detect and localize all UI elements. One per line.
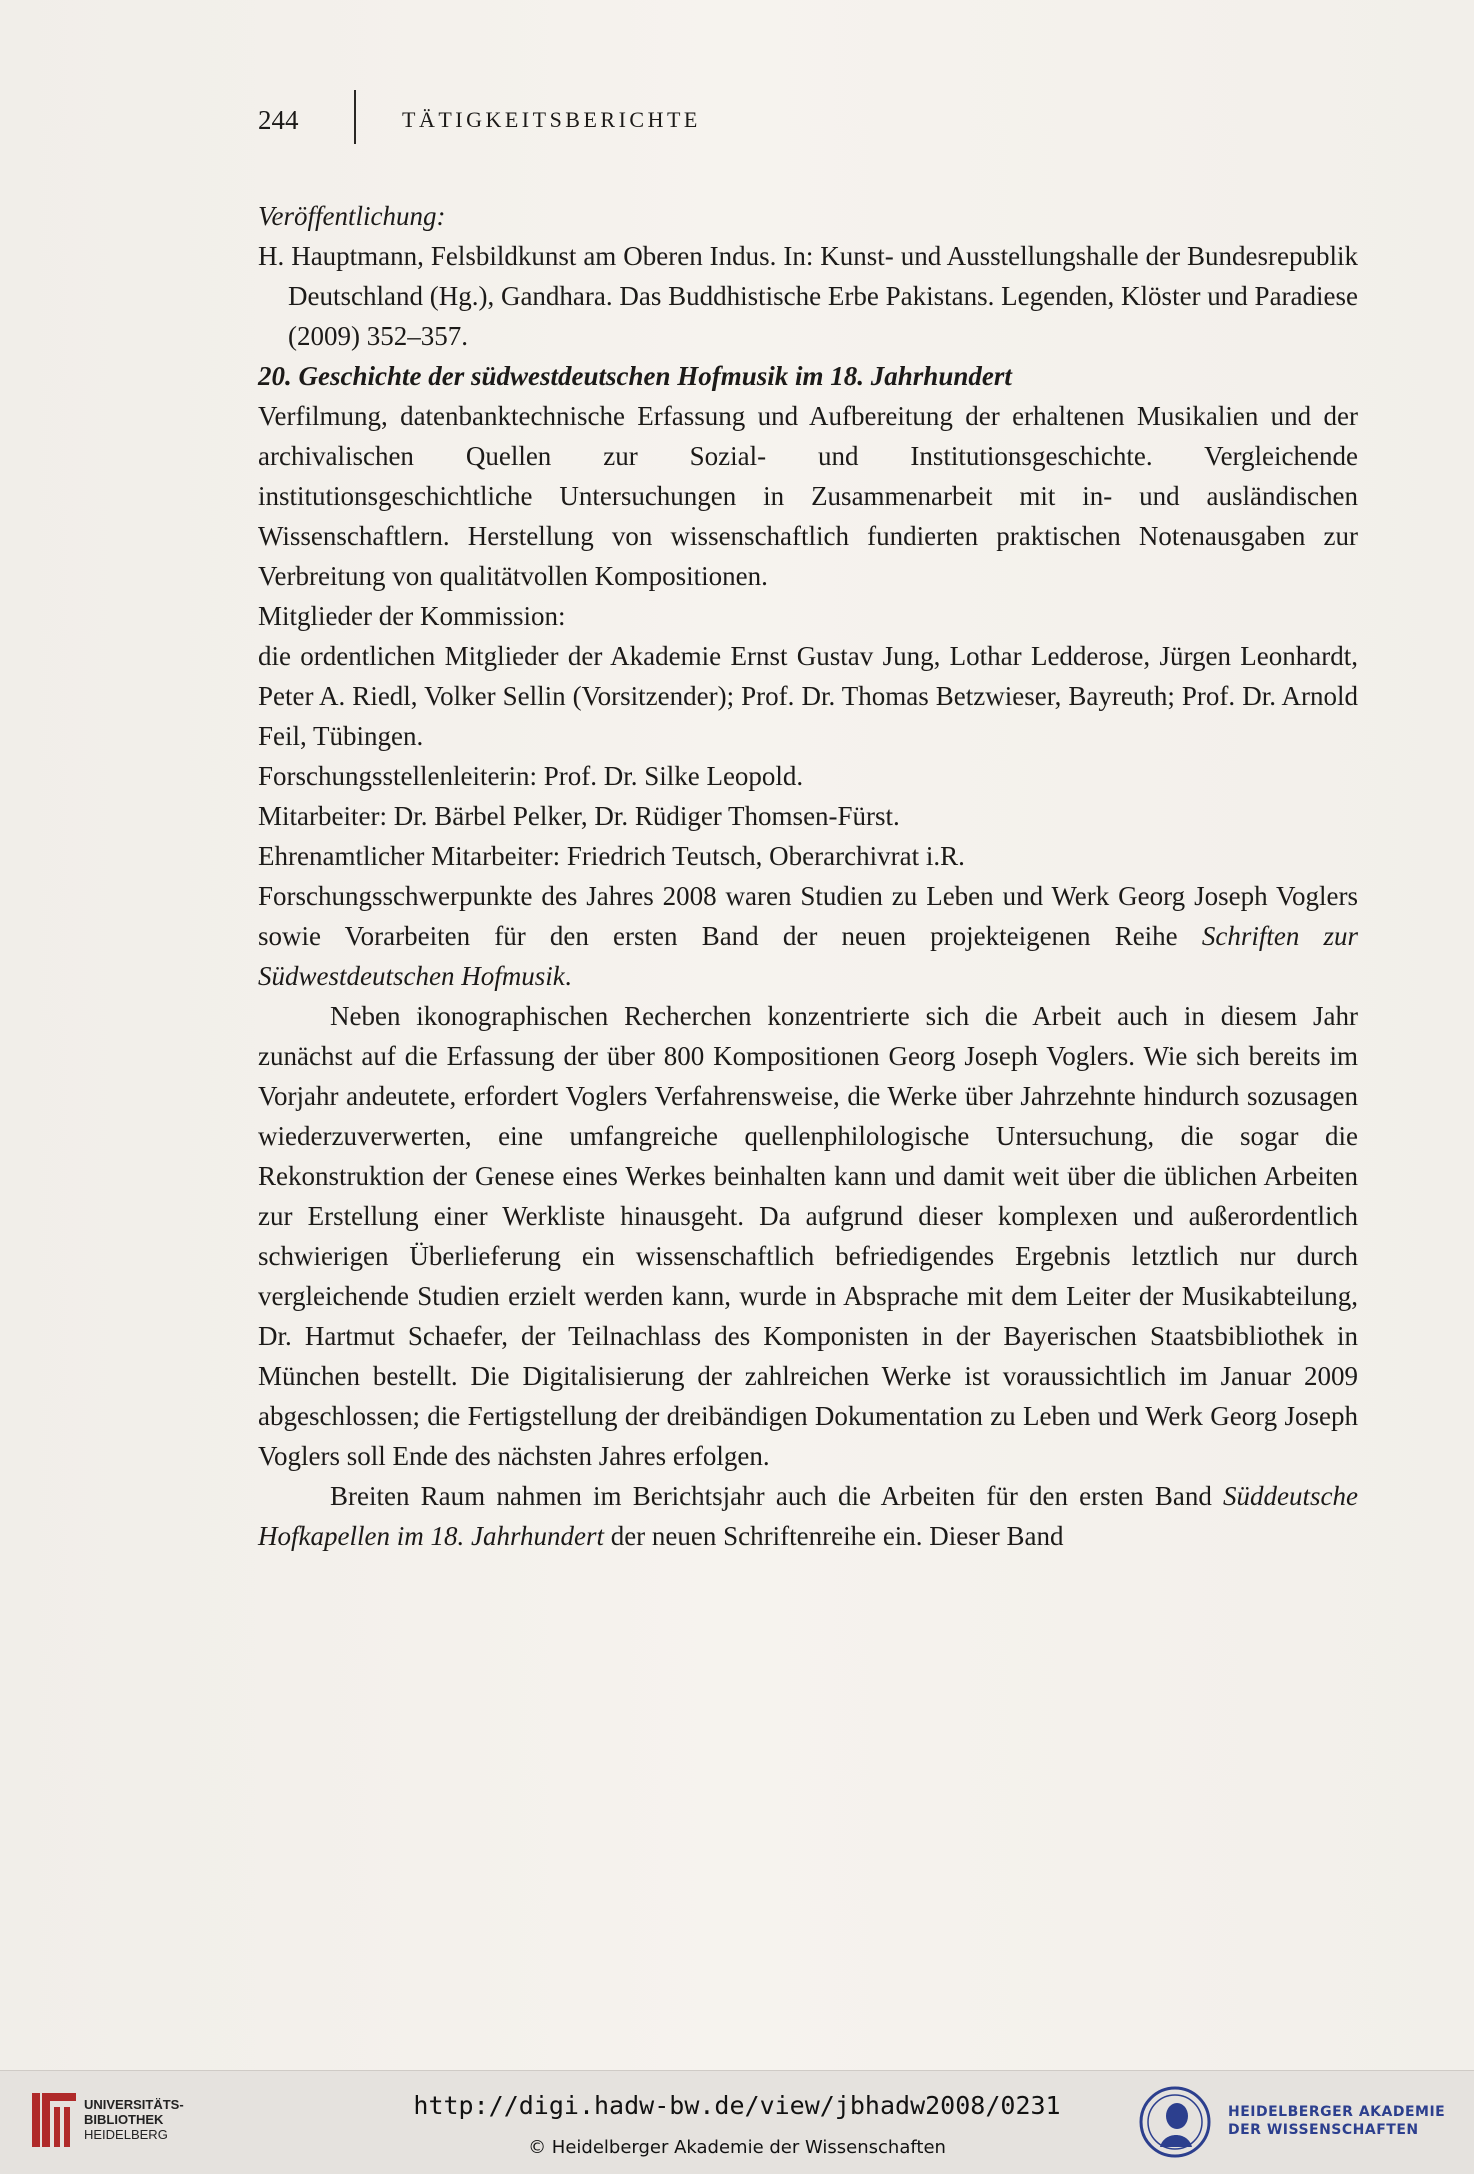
paragraph-text: Forschungsschwerpunkte des Jahres 2008 waren Studien zu Leben und Werk Georg Joseph Voglers sowie Vorarbeiten für den ersten Band der neuen projekteigenen Reihe: [258, 881, 1358, 951]
page-header: [258, 100, 701, 140]
academy-seal-icon[interactable]: [1138, 2085, 1212, 2159]
university-library-name: UNIVERSITÄTS- BIBLIOTHEK HEIDELBERG: [84, 2097, 184, 2142]
academy-name: HEIDELBERGER AKADEMIE DER WISSENSCHAFTEN: [1228, 2104, 1446, 2138]
honorary-staff: Ehrenamtlicher Mitarbeiter: Friedrich Teutsch, Oberarchivrat i.R.: [258, 841, 965, 871]
section-intro: Verfilmung, datenbanktechnische Erfassung und Aufbereitung der erhaltenen Musikalien und der archivalischen Quellen zur Sozial- und Institutionsgeschichte. Vergleichende institutionsgeschichtliche Untersuchungen in Zusammenarbeit mit in- und ausländischen Wissenschaftlern. Herstellung von wissenschaftlich fundierten praktischen Notenausgaben zur Verbreitung von qualitätvollen Kompositionen.: [258, 401, 1358, 591]
paragraph-text: .: [564, 961, 572, 991]
running-title: TÄTIGKEITSBERICHTE: [402, 107, 701, 132]
series-title: Schriften zur Südwestdeutschen Hofmusik: [258, 921, 1358, 991]
volume-title: Süddeutsche Hofkapellen im 18. Jahrhundert: [258, 1481, 1358, 1551]
paragraph-text: der neuen Schriftenreihe ein. Dieser Band: [603, 1521, 1064, 1551]
paragraph-vogler: Neben ikonographischen Recherchen konzentrierte sich die Arbeit auch in diesem Jahr zunächst auf die Erfassung der über 800 Kompositionen Georg Joseph Voglers. Wie sich bereits im Vorjahr andeutete, erfordert Voglers Verfahrensweise, die Werke über Jahrzehnte hindurch sozusagen wiederzuverwerten, eine umfangreiche quellenphilologische Untersuchung, die sogar die Rekonstruktion der Genese eines Werkes beinhalten kann und damit weit über die üblichen Arbeiten zur Erstellung einer Werkliste hinausgeht. Da aufgrund dieser komplexen und außerordentlich schwierigen Überlieferung ein wissenschaftlich befriedigendes Ergebnis letztlich nur durch vergleichende Studien erzielt werden kann, wurde in Absprache mit dem Leiter der Musikabteilung, Dr. Hartmut Schaefer, der Teilnachlass des Komponisten in der Bayerischen Staatsbibliothek in München bestellt. Die Digitalisierung der zahlreichen Werke ist voraussichtlich im Januar 2009 abgeschlossen; die Fertigstellung der dreibändigen Dokumentation zu Leben und Werk Georg Joseph Voglers soll Ende des nächsten Jahres erfolgen.: [258, 1001, 1358, 1471]
viewer-footer: [0, 2070, 1474, 2174]
page-body: [258, 196, 1358, 1556]
members-list: die ordentlichen Mitglieder der Akademie Ernst Gustav Jung, Lothar Ledderose, Jürgen Leonhardt, Peter A. Riedl, Volker Sellin (Vorsitzender); Prof. Dr. Thomas Betzwieser, Bayreuth; Prof. Dr. Arnold Feil, Tübingen.: [258, 641, 1358, 751]
staff-list: Mitarbeiter: Dr. Bärbel Pelker, Dr. Rüdiger Thomsen-Fürst.: [258, 801, 900, 831]
members-label: Mitglieder der Kommission:: [258, 601, 566, 631]
section-heading: 20. Geschichte der südwestdeutschen Hofmusik im 18. Jahrhundert: [258, 361, 1012, 391]
publication-label: Veröffentlichung:: [258, 201, 446, 231]
copyright-notice: © Heidelberger Akademie der Wissenschaften: [528, 2137, 946, 2158]
publication-entry: H. Hauptmann, Felsbildkunst am Oberen Indus. In: Kunst- und Ausstellungshalle der Bundesrepublik Deutschland (Hg.), Gandhara. Das Buddhistische Erbe Pakistans. Legenden, Klöster und Paradiese (2009) 352–357.: [258, 241, 1358, 351]
paragraph-research-focus: [258, 876, 1358, 996]
permalink-url[interactable]: http://digi.hadw-bw.de/view/jbhadw2008/0231: [413, 2091, 1061, 2120]
page-number: 244: [258, 104, 299, 135]
research-leader: Forschungsstellenleiterin: Prof. Dr. Silke Leopold.: [258, 761, 804, 791]
paragraph-volume: [258, 1476, 1358, 1556]
header-divider: [354, 90, 356, 144]
paragraph-text: Breiten Raum nahmen im Berichtsjahr auch die Arbeiten für den ersten Band: [330, 1481, 1224, 1511]
